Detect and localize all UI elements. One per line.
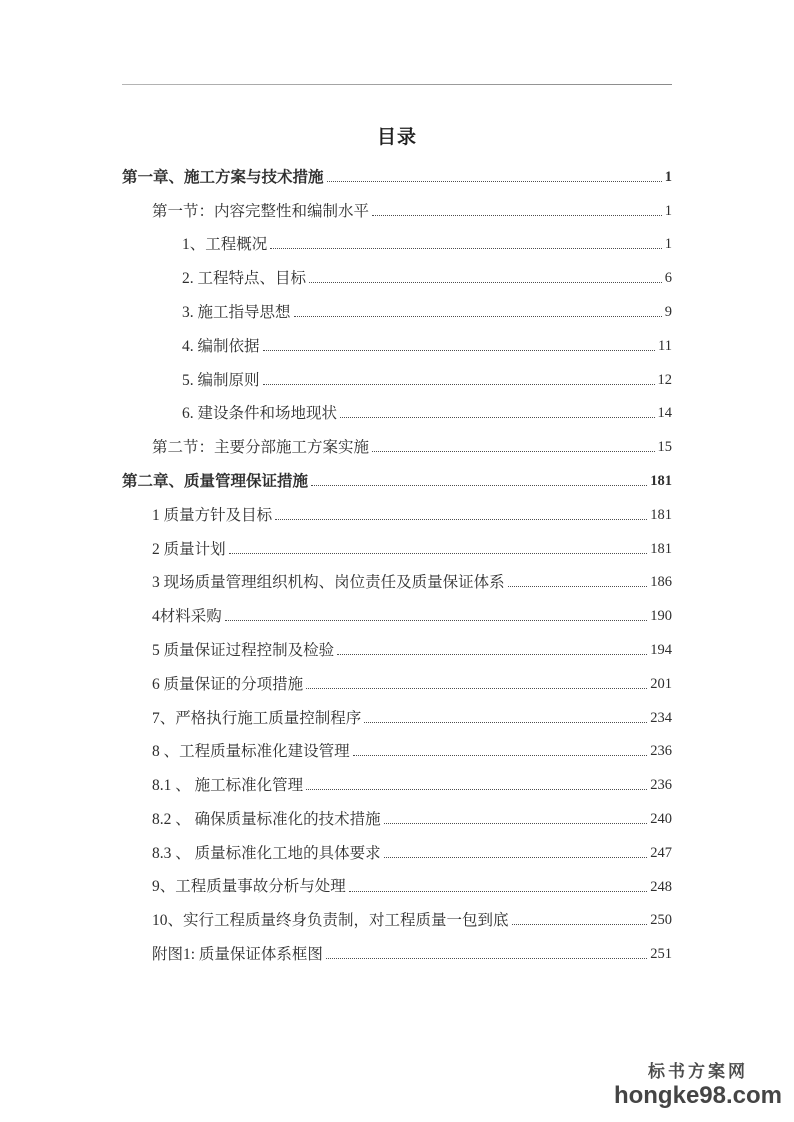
toc-entry-title: 5. 编制原则 xyxy=(182,371,260,389)
toc-entry-title: 8 、工程质量标准化建设管理 xyxy=(152,743,350,761)
toc-entry-title: 附图1: 质量保证体系框图 xyxy=(152,946,323,964)
toc-entry-page: 15 xyxy=(657,439,672,456)
toc-entry-page: 11 xyxy=(658,337,672,354)
dot-leader xyxy=(340,417,654,418)
toc-entry[interactable] xyxy=(122,929,672,963)
toc-entry-title: 2. 工程特点、目标 xyxy=(182,270,307,288)
dot-leader xyxy=(384,857,648,858)
toc-entry-title: 1 质量方针及目标 xyxy=(152,506,273,524)
toc-entry-page: 14 xyxy=(657,405,672,422)
dot-leader xyxy=(263,384,655,385)
toc-entry[interactable] xyxy=(122,896,672,930)
toc-entry[interactable] xyxy=(122,828,672,862)
toc-entry-title: 8.2 、 确保质量标准化的技术措施 xyxy=(152,810,381,828)
toc-entry-page: 181 xyxy=(650,540,672,557)
dot-leader xyxy=(372,215,662,216)
toc-entry-page: 194 xyxy=(650,642,672,659)
toc-entry[interactable] xyxy=(122,389,672,423)
dot-leader xyxy=(311,485,647,486)
toc-entry-page: 181 xyxy=(650,506,672,523)
dot-leader xyxy=(384,823,648,824)
toc-title: 目录 xyxy=(376,127,417,148)
toc-entry-title: 第一节：内容完整性和编制水平 xyxy=(152,202,370,220)
toc-entry-page: 248 xyxy=(650,878,672,895)
dot-leader xyxy=(270,248,661,249)
toc-entry[interactable] xyxy=(122,490,672,524)
dot-leader xyxy=(306,789,647,790)
toc-entry[interactable] xyxy=(122,760,672,794)
toc-entry[interactable] xyxy=(122,693,672,727)
dot-leader xyxy=(508,586,648,587)
toc-entry-title: 5 质量保证过程控制及检验 xyxy=(152,641,335,659)
toc-entry-page: 12 xyxy=(657,371,672,388)
dot-leader xyxy=(364,722,647,723)
toc-entry-page: 186 xyxy=(650,574,672,591)
toc-entry[interactable] xyxy=(122,220,672,254)
toc-entry-page: 1 xyxy=(664,202,672,219)
dot-leader xyxy=(263,350,656,351)
dot-leader xyxy=(275,519,647,520)
dot-leader xyxy=(512,924,648,925)
dot-leader xyxy=(225,620,647,621)
toc-entry-page: 250 xyxy=(650,912,672,929)
toc-entry-title: 8.1 、 施工标准化管理 xyxy=(152,777,304,795)
toc-entry-page: 1 xyxy=(664,168,672,185)
toc-entry[interactable] xyxy=(122,186,672,220)
watermark-site-url: hongke98.com xyxy=(613,1082,782,1109)
toc-entry-title: 第二节：主要分部施工方案实施 xyxy=(152,439,370,457)
dot-leader xyxy=(229,553,648,554)
toc-entry[interactable] xyxy=(122,321,672,355)
toc-entry-title: 6. 建设条件和场地现状 xyxy=(182,405,338,423)
toc-entry-title: 3 现场质量管理组织机构、岗位责任及质量保证体系 xyxy=(152,574,505,592)
toc-entry-title: 2 质量计划 xyxy=(152,540,226,558)
toc-entry[interactable] xyxy=(122,524,672,558)
toc-entry-page: 251 xyxy=(650,946,672,963)
header-divider xyxy=(122,84,672,85)
watermark-site-name: 标书方案网 xyxy=(647,1062,748,1081)
toc-entry[interactable] xyxy=(122,253,672,287)
toc-entry-page: 1 xyxy=(664,236,672,253)
dot-leader xyxy=(309,282,662,283)
toc-entry-title: 10、实行工程质量终身负责制，对工程质量一包到底 xyxy=(152,912,509,930)
toc-entry[interactable] xyxy=(122,794,672,828)
toc-entry-page: 240 xyxy=(650,811,672,827)
toc-entry[interactable] xyxy=(122,355,672,389)
dot-leader xyxy=(306,688,647,689)
dot-leader xyxy=(349,891,647,892)
toc-entry[interactable] xyxy=(122,591,672,625)
toc-entry-title: 第一章、施工方案与技术措施 xyxy=(122,168,324,186)
toc-entry-page: 181 xyxy=(650,473,672,490)
toc-entry[interactable] xyxy=(122,625,672,659)
dot-leader xyxy=(327,181,662,182)
toc-entry-title: 第二章、质量管理保证措施 xyxy=(122,472,309,490)
toc-entry-title: 4. 编制依据 xyxy=(182,337,260,355)
toc-entry-title: 9、工程质量事故分析与处理 xyxy=(152,878,346,896)
toc-entry-title: 7、严格执行施工质量控制程序 xyxy=(152,709,362,727)
dot-leader xyxy=(326,958,647,959)
toc-entry-title: 4材料采购 xyxy=(152,608,222,626)
toc-entry-title: 6 质量保证的分项措施 xyxy=(152,675,304,693)
dot-leader xyxy=(294,316,662,317)
toc-entry-page: 6 xyxy=(664,270,672,287)
toc-entry-page: 234 xyxy=(650,709,672,726)
toc-entry[interactable] xyxy=(122,456,672,490)
dot-leader xyxy=(372,451,654,452)
toc-entry[interactable] xyxy=(122,659,672,693)
toc-entry[interactable] xyxy=(122,152,672,186)
toc-entry-title: 8.3 、 质量标准化工地的具体要求 xyxy=(152,844,381,862)
dot-leader xyxy=(353,755,648,756)
toc-entry[interactable] xyxy=(122,862,672,896)
toc-entry-page: 236 xyxy=(650,777,672,794)
toc-entry-page: 9 xyxy=(664,304,672,321)
watermark xyxy=(614,1057,782,1110)
toc-entry[interactable] xyxy=(122,422,672,456)
toc-entry-page: 247 xyxy=(650,844,672,861)
toc-entry-page: 190 xyxy=(650,608,672,625)
toc-entry-page: 201 xyxy=(650,675,672,692)
toc-entry-title: 3. 施工指导思想 xyxy=(182,303,291,321)
toc-entry-page: 236 xyxy=(650,743,672,760)
toc-entry[interactable] xyxy=(122,558,672,592)
toc-entry[interactable] xyxy=(122,287,672,321)
dot-leader xyxy=(337,654,647,655)
toc-list xyxy=(122,152,672,963)
toc-entry[interactable] xyxy=(122,727,672,761)
toc-entry-title: 1、工程概况 xyxy=(182,236,268,254)
